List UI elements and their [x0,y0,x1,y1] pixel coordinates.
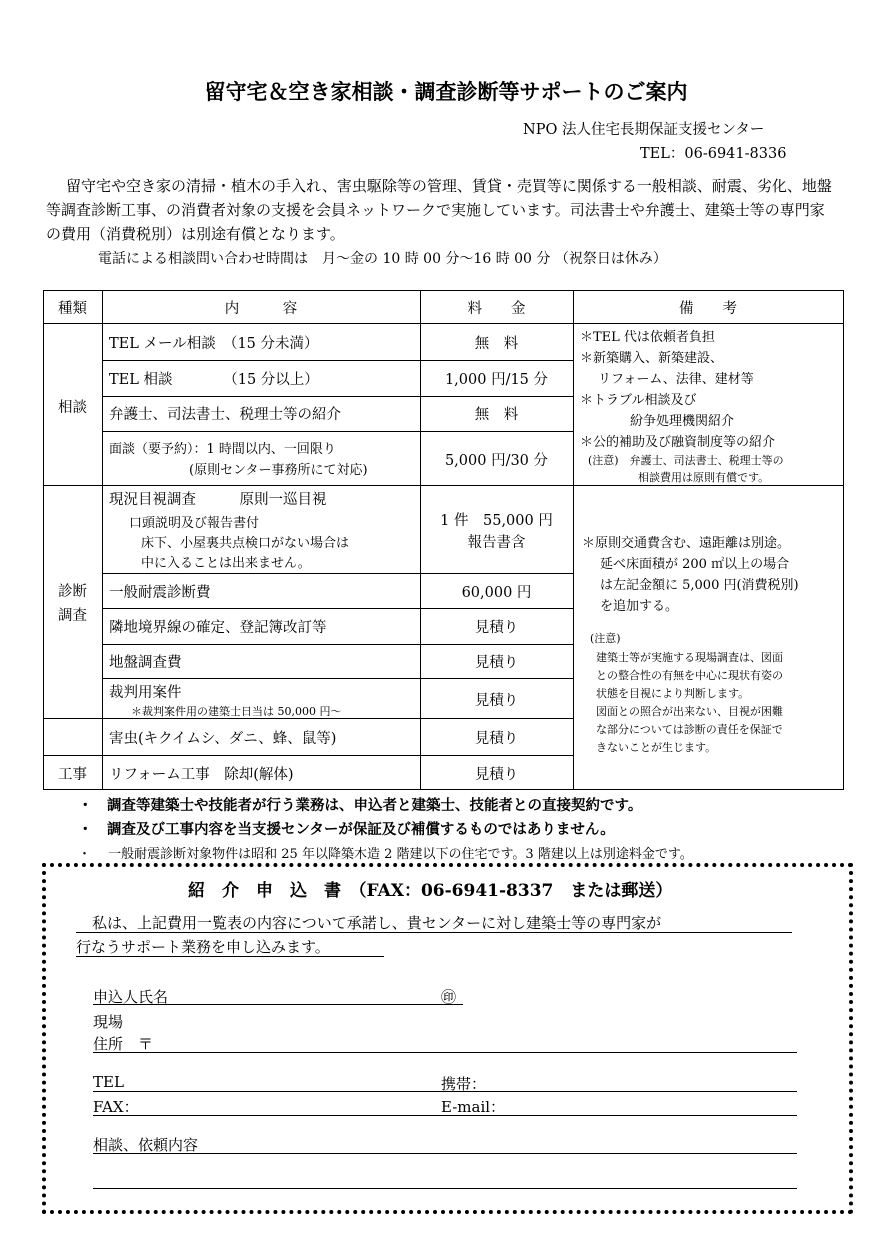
table-border [102,644,573,645]
application-statement: 私は、上記費用一覧表の内容について承諾し、貴センターに対し建築士等の専門家が [92,914,662,932]
row-fee: 見積り [474,731,519,747]
row-content: 床下、小屋裏共点検口がない場合は [141,536,350,551]
pricing-table [43,290,844,789]
table-border [43,290,44,789]
fax-label: FAX： [93,1098,139,1116]
table-border [43,755,573,756]
address-label: 住所 〒 [93,1035,154,1053]
header-remarks: 備 考 [679,301,737,317]
row-content-note: ＊裁判案件用の建築士日当は 50,000 円～ [131,705,342,718]
row-fee: 見積り [474,767,519,783]
mobile-label: 携帯： [441,1075,487,1093]
row-content: 一般耐震診断費 [109,585,211,601]
remark-line: ＊トラブル相談及び [580,393,697,408]
table-border [102,608,573,609]
row-content: 隣地境界線の確定、登記簿改訂等 [109,620,327,636]
table-border [102,678,573,679]
remark-line: ＊原則交通費含む、遠距離は別途。 [582,536,791,551]
remark-line: ＊TEL 代は依頼者負担 [580,330,715,345]
site-label: 現場 [93,1013,124,1031]
remark-note: 相談費用は原則有償です。 [638,471,770,484]
table-border [102,290,103,789]
row-content: TEL 相談 （15 分以上） [109,372,319,388]
table-border [43,290,844,291]
header-fee: 料 金 [467,301,526,317]
row-content: 口頭説明及び報告書付 [129,516,260,531]
row-fee: 5,000 円/30 分 [444,453,549,469]
table-border [43,323,844,324]
row-content: 弁護士、司法書士、税理士等の紹介 [109,407,341,423]
seal-mark: ㊞ [441,988,457,1006]
caution-line: な部分については診断の責任を保証で [596,723,783,736]
tel-field[interactable] [93,1091,797,1092]
row-fee: 見積り [474,693,519,709]
request-field[interactable] [93,1188,797,1189]
page-title: 留守宅＆空き家相談・調査診断等サポートのご案内 [204,79,688,104]
row-content: 面談（要予約）：1 時間以内、一回限り [109,442,336,457]
remark-line: ＊新築購入、新築建設、 [580,351,724,366]
address-field[interactable] [93,1052,797,1053]
caution-line: 図面との照合が出来ない、目視が困難 [596,705,783,718]
row-fee: 見積り [474,655,519,671]
application-statement: 行なうサポート業務を申し込みます。 [76,938,330,956]
row-fee: 1 件 55,000 円 [440,513,553,529]
row-content: (原則センター事務所にて対応) [189,463,368,478]
group-survey: 診断 [58,584,87,600]
consult-hours: 電話による相談問い合わせ時間は 月～金の 10 時 00 分～16 時 00 分 （祝祭日は休み） [98,251,667,267]
table-border [43,789,844,790]
group-consult: 相談 [58,400,87,416]
row-fee: 報告書含 [467,535,526,551]
row-content: 中に入ることは出来ません。 [141,556,311,571]
organization-tel: TEL：06-6941-8336 [640,146,787,162]
note-seismic-target: ・ 一般耐震診断対象物件は昭和 25 年以降築木造 2 階建以下の住宅です。3 階建以上は別途料金です。 [78,847,693,862]
intro-paragraph: 留守宅や空き家の清掃・植木の手入れ、害虫駆除等の管理、賃貸・売買等に関係する一般相談、耐震、劣化、地盤等調査診断工事、の消費者対象の支援を会員ネットワークで実施しています。司法書士や弁護士、建築士等の専門家の費用（消費税別）は別途有償となります。 [46,177,832,243]
caution-line: 建築士等が実施する現場調査は、図面 [596,651,783,664]
remark-line: を追加する。 [600,599,679,614]
row-fee: 見積り [474,620,519,636]
row-fee: 60,000 円 [461,585,532,601]
statement-underline [76,956,384,957]
row-content: 現況目視調査 原則一巡目視 [109,492,327,508]
table-border [843,290,844,789]
remark-line: 延べ床面積が 200 ㎡以上の場合 [600,557,790,572]
email-label: E-mail： [441,1098,506,1116]
application-title: 紹 介 申 込 書 （FAX：06-6941-8337 または郵送） [188,881,673,901]
row-fee: 無 料 [474,336,519,352]
row-content: リフォーム工事 除却(解体) [109,767,294,783]
note-guarantee: ・ 調査及び工事内容を当支援センターが保証及び補償するものではありません。 [78,821,615,838]
group-construction: 工事 [58,767,87,783]
applicant-name-field[interactable] [93,1004,463,1005]
remark-line: は左記金額に 5,000 円(消費税別) [600,578,799,593]
group-survey: 調査 [58,608,87,624]
organization-name: NPO 法人住宅長期保証支援センター [523,122,765,138]
row-content: TEL メール相談 （15 分未満） [109,336,319,352]
remark-note: (注意) 弁護士、司法書士、税理士等の [588,454,784,467]
fax-field[interactable] [93,1115,797,1116]
request-field[interactable] [93,1153,797,1154]
table-border [573,290,574,789]
applicant-name-label: 申込人氏名 [93,988,169,1006]
row-content: 害虫(キクイムシ、ダニ、蜂、鼠等) [109,731,337,747]
row-fee: 無 料 [474,407,519,423]
table-border [102,396,573,397]
caution-line: (注意) [590,632,621,645]
header-content: 内 容 [224,301,298,317]
header-type: 種類 [58,301,87,317]
table-border [102,431,573,432]
statement-underline [76,932,792,933]
row-content: 裁判用案件 [109,685,182,701]
remark-line: リフォーム、法律、建材等 [598,372,754,387]
caution-line: との整合性の有無を中心に現状有姿の [596,669,783,682]
row-fee: 1,000 円/15 分 [444,372,549,388]
remark-line: 紛争処理機関紹介 [630,414,735,429]
caution-line: 状態を目視により判断します。 [596,687,750,700]
table-border [102,360,573,361]
row-content: 地盤調査費 [109,655,182,671]
table-border [102,573,573,574]
tel-label: TEL [93,1073,124,1091]
remark-line: ＊公的補助及び融資制度等の紹介 [580,435,776,450]
note-contract: ・ 調査等建築士や技能者が行う業務は、申込者と建築士、技能者との直接契約です。 [78,797,643,814]
table-border [43,485,844,486]
caution-line: きないことが生じます。 [596,741,717,754]
request-label: 相談、依頼内容 [93,1136,199,1154]
